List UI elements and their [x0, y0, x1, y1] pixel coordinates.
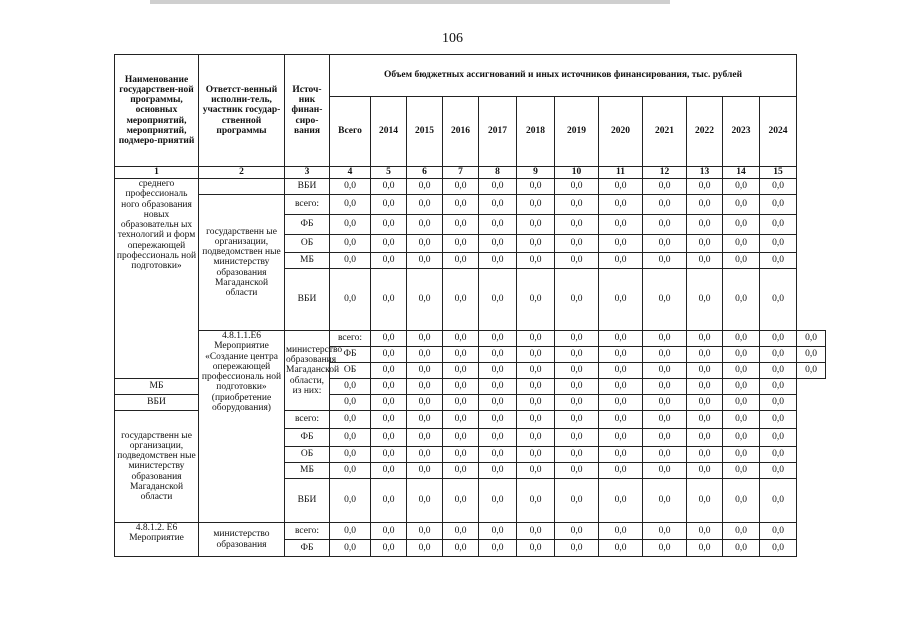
year-value: 0,0: [407, 253, 443, 269]
year-value: 0,0: [371, 523, 407, 540]
year-value: 0,0: [371, 540, 407, 557]
year-value: 0,0: [643, 395, 687, 411]
header-col-number: 2: [199, 167, 285, 179]
header-year: 2019: [555, 97, 599, 167]
year-value: 0,0: [443, 363, 479, 379]
year-value: 0,0: [723, 195, 760, 215]
year-value: 0,0: [643, 379, 687, 395]
header-responsible: Ответст-венный исполни-тель, участник государ-ственной программы: [199, 55, 285, 167]
year-value: 0,0: [643, 463, 687, 479]
year-value: 0,0: [643, 347, 687, 363]
funding-source: МБ: [115, 379, 199, 395]
year-value: 0,0: [643, 429, 687, 447]
header-year: 2022: [687, 97, 723, 167]
responsible-executor: министерство образования Магаданской области, из них:: [285, 331, 330, 411]
funding-source: ОБ: [330, 363, 371, 379]
table-row: [115, 195, 826, 215]
funding-source: всего:: [285, 195, 330, 215]
year-value: 0,0: [599, 269, 643, 331]
year-value: 0,0: [760, 523, 797, 540]
table-row: [115, 331, 826, 347]
total-value: 0,0: [330, 540, 371, 557]
year-value: 0,0: [760, 479, 797, 523]
year-value: 0,0: [555, 331, 599, 347]
year-value: 0,0: [517, 411, 555, 429]
year-value: 0,0: [599, 195, 643, 215]
header-col-number: 12: [643, 167, 687, 179]
header-col-number: 15: [760, 167, 797, 179]
funding-source: ФБ: [285, 215, 330, 235]
year-value: 0,0: [687, 523, 723, 540]
year-value: 0,0: [371, 235, 407, 253]
year-value: 0,0: [479, 395, 517, 411]
responsible-executor: государственн ые организации, подведомствен ные министерству образования Магаданской области: [115, 411, 199, 523]
year-value: 0,0: [687, 331, 723, 347]
funding-source: ВБИ: [285, 479, 330, 523]
year-value: 0,0: [687, 363, 723, 379]
year-value: 0,0: [371, 447, 407, 463]
total-value: 0,0: [330, 195, 371, 215]
year-value: 0,0: [723, 179, 760, 195]
total-value: 0,0: [330, 429, 371, 447]
year-value: 0,0: [760, 215, 797, 235]
year-value: 0,0: [760, 195, 797, 215]
header-name: Наименование государствен-ной программы, основных мероприятий, мероприятий, подмеро-приятий: [115, 55, 199, 167]
year-value: 0,0: [517, 331, 555, 347]
year-value: 0,0: [407, 347, 443, 363]
year-value: 0,0: [555, 379, 599, 395]
year-value: 0,0: [443, 215, 479, 235]
year-value: 0,0: [555, 447, 599, 463]
year-value: 0,0: [555, 195, 599, 215]
year-value: 0,0: [687, 379, 723, 395]
year-value: 0,0: [443, 447, 479, 463]
year-value: 0,0: [517, 195, 555, 215]
year-value: 0,0: [517, 253, 555, 269]
year-value: 0,0: [517, 363, 555, 379]
funding-source: ВБИ: [115, 395, 199, 411]
year-value: 0,0: [599, 179, 643, 195]
budget-table: [114, 54, 826, 557]
year-value: 0,0: [723, 447, 760, 463]
header-col-number: 9: [517, 167, 555, 179]
measure-name: 4.8.1.1.Е6 Мероприятие «Создание центра опережающей профессиональ ной подготовки» (приобретение оборудования): [199, 331, 285, 523]
year-value: 0,0: [443, 479, 479, 523]
year-value: 0,0: [407, 179, 443, 195]
header-source: Источ-ник финан-сиро-вания: [285, 55, 330, 167]
year-value: 0,0: [479, 179, 517, 195]
table-row: [115, 523, 826, 540]
year-value: 0,0: [599, 395, 643, 411]
header-col-number: 3: [285, 167, 330, 179]
year-value: 0,0: [407, 235, 443, 253]
year-value: 0,0: [687, 411, 723, 429]
year-value: 0,0: [407, 479, 443, 523]
year-value: 0,0: [723, 347, 760, 363]
year-value: 0,0: [479, 447, 517, 463]
funding-source: ВБИ: [285, 269, 330, 331]
year-value: 0,0: [517, 235, 555, 253]
year-value: 0,0: [443, 179, 479, 195]
year-value: 0,0: [479, 463, 517, 479]
year-value: 0,0: [723, 429, 760, 447]
total-value: 0,0: [330, 523, 371, 540]
total-value: 0,0: [330, 235, 371, 253]
year-value: 0,0: [443, 269, 479, 331]
header-col-number: 4: [330, 167, 371, 179]
year-value: 0,0: [443, 463, 479, 479]
year-value: 0,0: [443, 540, 479, 557]
year-value: 0,0: [599, 479, 643, 523]
total-value: 0,0: [330, 447, 371, 463]
year-value: 0,0: [760, 331, 797, 347]
year-value: 0,0: [797, 363, 826, 379]
total-value: 0,0: [330, 215, 371, 235]
year-value: 0,0: [643, 179, 687, 195]
year-value: 0,0: [517, 447, 555, 463]
year-value: 0,0: [555, 463, 599, 479]
header-year: 2024: [760, 97, 797, 167]
year-value: 0,0: [599, 235, 643, 253]
year-value: 0,0: [643, 523, 687, 540]
year-value: 0,0: [760, 463, 797, 479]
header-col-number: 7: [443, 167, 479, 179]
funding-source: ФБ: [330, 347, 371, 363]
scan-artifact-bar: [150, 0, 670, 4]
year-value: 0,0: [723, 479, 760, 523]
year-value: 0,0: [687, 235, 723, 253]
year-value: 0,0: [760, 429, 797, 447]
year-value: 0,0: [443, 379, 479, 395]
funding-source: всего:: [330, 331, 371, 347]
year-value: 0,0: [443, 195, 479, 215]
total-value: 0,0: [330, 253, 371, 269]
header-year: 2017: [479, 97, 517, 167]
year-value: 0,0: [555, 347, 599, 363]
year-value: 0,0: [479, 331, 517, 347]
year-value: 0,0: [371, 253, 407, 269]
total-value: 0,0: [371, 347, 407, 363]
year-value: 0,0: [517, 395, 555, 411]
year-value: 0,0: [599, 215, 643, 235]
year-value: 0,0: [517, 215, 555, 235]
header-year: 2016: [443, 97, 479, 167]
total-value: 0,0: [330, 269, 371, 331]
year-value: 0,0: [599, 363, 643, 379]
year-value: 0,0: [555, 429, 599, 447]
year-value: 0,0: [407, 195, 443, 215]
year-value: 0,0: [517, 347, 555, 363]
year-value: 0,0: [687, 269, 723, 331]
year-value: 0,0: [723, 411, 760, 429]
year-value: 0,0: [479, 253, 517, 269]
page-number: 106: [442, 31, 463, 46]
year-value: 0,0: [599, 540, 643, 557]
year-value: 0,0: [407, 363, 443, 379]
year-value: 0,0: [371, 479, 407, 523]
year-value: 0,0: [517, 379, 555, 395]
year-value: 0,0: [371, 195, 407, 215]
header-col-number: 14: [723, 167, 760, 179]
header-year: 2018: [517, 97, 555, 167]
year-value: 0,0: [760, 395, 797, 411]
year-value: 0,0: [643, 215, 687, 235]
year-value: 0,0: [517, 429, 555, 447]
header-year: 2014: [371, 97, 407, 167]
year-value: 0,0: [760, 363, 797, 379]
year-value: 0,0: [479, 523, 517, 540]
year-value: 0,0: [555, 253, 599, 269]
year-value: 0,0: [723, 235, 760, 253]
year-value: 0,0: [517, 523, 555, 540]
header-col-number: 6: [407, 167, 443, 179]
year-value: 0,0: [760, 179, 797, 195]
header-col-number: 5: [371, 167, 407, 179]
year-value: 0,0: [517, 479, 555, 523]
year-value: 0,0: [599, 347, 643, 363]
year-value: 0,0: [723, 331, 760, 347]
year-value: 0,0: [443, 331, 479, 347]
year-value: 0,0: [443, 429, 479, 447]
total-value: 0,0: [330, 411, 371, 429]
year-value: 0,0: [599, 463, 643, 479]
year-value: 0,0: [555, 363, 599, 379]
year-value: 0,0: [599, 253, 643, 269]
header-year: 2023: [723, 97, 760, 167]
year-value: 0,0: [687, 215, 723, 235]
year-value: 0,0: [723, 523, 760, 540]
header-total: Всего: [330, 97, 371, 167]
funding-source: всего:: [285, 523, 330, 540]
year-value: 0,0: [443, 253, 479, 269]
year-value: 0,0: [371, 429, 407, 447]
year-value: 0,0: [687, 429, 723, 447]
year-value: 0,0: [723, 215, 760, 235]
year-value: 0,0: [687, 253, 723, 269]
year-value: 0,0: [407, 463, 443, 479]
funding-source: ВБИ: [285, 179, 330, 195]
year-value: 0,0: [479, 429, 517, 447]
funding-source: МБ: [285, 463, 330, 479]
funding-source: ОБ: [285, 447, 330, 463]
header-year: 2020: [599, 97, 643, 167]
year-value: 0,0: [687, 540, 723, 557]
year-value: 0,0: [407, 395, 443, 411]
year-value: 0,0: [760, 347, 797, 363]
year-value: 0,0: [760, 269, 797, 331]
year-value: 0,0: [407, 269, 443, 331]
header-col-number: 8: [479, 167, 517, 179]
year-value: 0,0: [643, 331, 687, 347]
year-value: 0,0: [643, 540, 687, 557]
year-value: 0,0: [371, 215, 407, 235]
year-value: 0,0: [687, 179, 723, 195]
year-value: 0,0: [723, 269, 760, 331]
year-value: 0,0: [371, 411, 407, 429]
total-value: 0,0: [371, 331, 407, 347]
year-value: 0,0: [517, 540, 555, 557]
year-value: 0,0: [643, 253, 687, 269]
year-value: 0,0: [407, 523, 443, 540]
year-value: 0,0: [760, 411, 797, 429]
year-value: 0,0: [371, 179, 407, 195]
year-value: 0,0: [760, 253, 797, 269]
year-value: 0,0: [643, 195, 687, 215]
year-value: 0,0: [407, 331, 443, 347]
header-col-number: 11: [599, 167, 643, 179]
year-value: 0,0: [687, 395, 723, 411]
year-value: 0,0: [371, 463, 407, 479]
year-value: 0,0: [479, 411, 517, 429]
year-value: 0,0: [443, 523, 479, 540]
year-value: 0,0: [723, 363, 760, 379]
year-value: 0,0: [555, 179, 599, 195]
year-value: 0,0: [555, 395, 599, 411]
year-value: 0,0: [407, 215, 443, 235]
total-value: 0,0: [330, 379, 371, 395]
total-value: 0,0: [330, 479, 371, 523]
year-value: 0,0: [443, 411, 479, 429]
year-value: 0,0: [443, 347, 479, 363]
year-value: 0,0: [760, 540, 797, 557]
year-value: 0,0: [760, 447, 797, 463]
header-col-number: 13: [687, 167, 723, 179]
funding-source: МБ: [285, 253, 330, 269]
year-value: 0,0: [599, 379, 643, 395]
total-value: 0,0: [371, 363, 407, 379]
year-value: 0,0: [517, 269, 555, 331]
year-value: 0,0: [555, 269, 599, 331]
funding-source: всего:: [285, 411, 330, 429]
header-volume: Объем бюджетных ассигнований и иных источников финансирования, тыс. рублей: [330, 55, 797, 97]
year-value: 0,0: [443, 395, 479, 411]
year-value: 0,0: [443, 235, 479, 253]
header-col-number: 1: [115, 167, 199, 179]
funding-source: ФБ: [285, 429, 330, 447]
year-value: 0,0: [599, 411, 643, 429]
funding-source: ОБ: [285, 235, 330, 253]
year-value: 0,0: [407, 540, 443, 557]
year-value: 0,0: [687, 463, 723, 479]
year-value: 0,0: [479, 347, 517, 363]
total-value: 0,0: [330, 395, 371, 411]
header-year: 2015: [407, 97, 443, 167]
year-value: 0,0: [555, 540, 599, 557]
funding-source: ФБ: [285, 540, 330, 557]
year-value: 0,0: [643, 447, 687, 463]
year-value: 0,0: [760, 379, 797, 395]
year-value: 0,0: [555, 523, 599, 540]
year-value: 0,0: [687, 347, 723, 363]
year-value: 0,0: [479, 235, 517, 253]
year-value: 0,0: [479, 195, 517, 215]
year-value: 0,0: [407, 411, 443, 429]
total-value: 0,0: [330, 463, 371, 479]
header-col-number: 10: [555, 167, 599, 179]
year-value: 0,0: [371, 379, 407, 395]
year-value: 0,0: [479, 479, 517, 523]
year-value: 0,0: [723, 379, 760, 395]
year-value: 0,0: [479, 363, 517, 379]
header-year: 2021: [643, 97, 687, 167]
responsible-executor: государственн ые организации, подведомствен ные министерству образования Магаданской области: [199, 195, 285, 331]
year-value: 0,0: [599, 447, 643, 463]
year-value: 0,0: [479, 540, 517, 557]
year-value: 0,0: [643, 411, 687, 429]
responsible-empty: [199, 179, 285, 195]
total-value: 0,0: [330, 179, 371, 195]
year-value: 0,0: [723, 253, 760, 269]
year-value: 0,0: [599, 429, 643, 447]
year-value: 0,0: [723, 540, 760, 557]
year-value: 0,0: [797, 347, 826, 363]
responsible-executor: министерство образования: [199, 523, 285, 557]
year-value: 0,0: [517, 179, 555, 195]
table-row: [115, 179, 826, 195]
measure-name: среднего профессиональ ного образования новых образовательн ых технологий и форм опережающей профессиональ ной подготовки»: [115, 179, 199, 379]
year-value: 0,0: [407, 379, 443, 395]
measure-name: 4.8.1.2. Е6 Мероприятие: [115, 523, 199, 557]
year-value: 0,0: [643, 235, 687, 253]
year-value: 0,0: [555, 235, 599, 253]
year-value: 0,0: [517, 463, 555, 479]
year-value: 0,0: [371, 269, 407, 331]
year-value: 0,0: [723, 395, 760, 411]
year-value: 0,0: [797, 331, 826, 347]
year-value: 0,0: [407, 429, 443, 447]
year-value: 0,0: [760, 235, 797, 253]
year-value: 0,0: [555, 411, 599, 429]
year-value: 0,0: [555, 479, 599, 523]
year-value: 0,0: [687, 447, 723, 463]
year-value: 0,0: [407, 447, 443, 463]
year-value: 0,0: [687, 479, 723, 523]
year-value: 0,0: [643, 269, 687, 331]
year-value: 0,0: [599, 331, 643, 347]
year-value: 0,0: [687, 195, 723, 215]
year-value: 0,0: [723, 463, 760, 479]
year-value: 0,0: [371, 395, 407, 411]
year-value: 0,0: [643, 479, 687, 523]
year-value: 0,0: [599, 523, 643, 540]
year-value: 0,0: [555, 215, 599, 235]
year-value: 0,0: [479, 215, 517, 235]
year-value: 0,0: [479, 269, 517, 331]
year-value: 0,0: [643, 363, 687, 379]
year-value: 0,0: [479, 379, 517, 395]
